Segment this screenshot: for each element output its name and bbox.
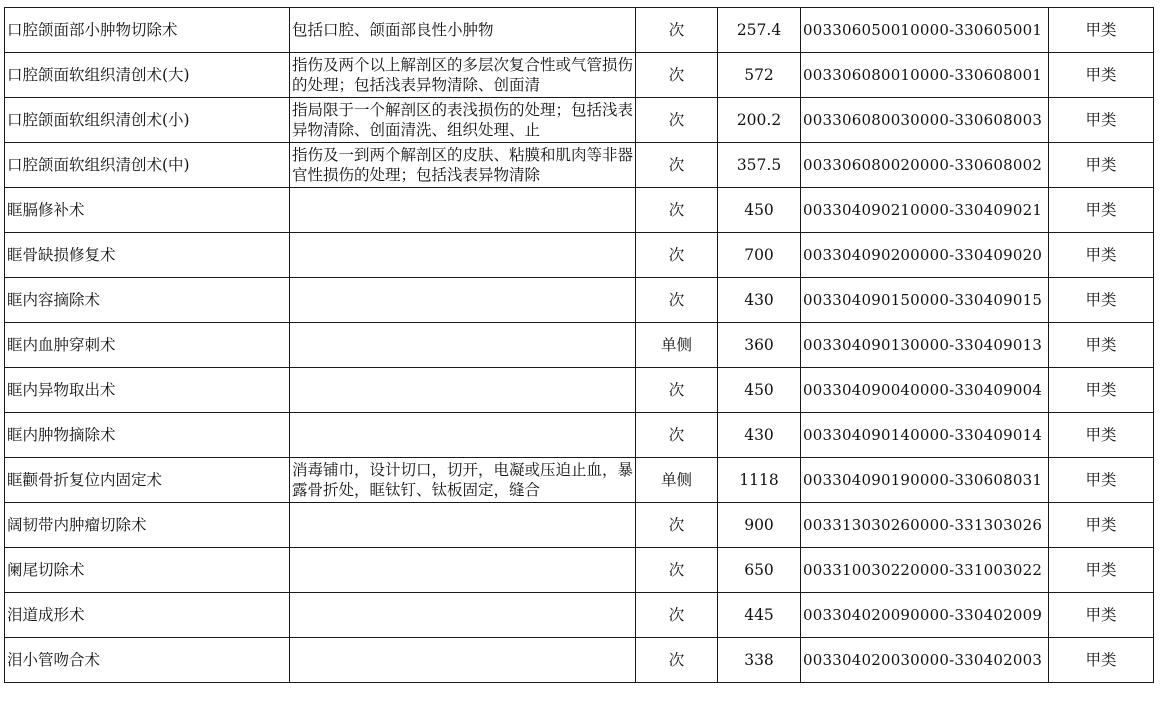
- table-row[interactable]: [5, 188, 1154, 233]
- procedure-code-cell[interactable]: 003304090210000-330409021: [801, 188, 1049, 233]
- procedure-description-cell[interactable]: [290, 143, 636, 188]
- insurance-category-cell[interactable]: 甲类: [1049, 593, 1154, 638]
- procedure-code-cell[interactable]: 003304090140000-330409014: [801, 413, 1049, 458]
- procedure-code-cell[interactable]: 003304090200000-330409020: [801, 233, 1049, 278]
- description-text: 包括口腔、颌面部良性小肿物: [292, 21, 494, 39]
- billing-unit-cell[interactable]: 次: [636, 638, 718, 683]
- price-cell[interactable]: 430: [718, 413, 801, 458]
- procedure-description-cell[interactable]: [290, 323, 636, 368]
- procedure-code-cell[interactable]: 003304020030000-330402003: [801, 638, 1049, 683]
- price-cell[interactable]: 700: [718, 233, 801, 278]
- table-row[interactable]: [5, 143, 1154, 188]
- billing-unit-cell[interactable]: 次: [636, 593, 718, 638]
- billing-unit-cell[interactable]: 次: [636, 413, 718, 458]
- procedure-description-cell[interactable]: [290, 638, 636, 683]
- table-row[interactable]: [5, 53, 1154, 98]
- insurance-category-cell[interactable]: 甲类: [1049, 458, 1154, 503]
- price-cell[interactable]: 450: [718, 368, 801, 413]
- insurance-category-cell[interactable]: 甲类: [1049, 413, 1154, 458]
- billing-unit-cell[interactable]: 单侧: [636, 323, 718, 368]
- table-row[interactable]: [5, 8, 1154, 53]
- procedure-description-cell[interactable]: [290, 53, 636, 98]
- procedure-name-cell[interactable]: 口腔颌面软组织清创术(小): [5, 98, 290, 143]
- procedure-code-cell[interactable]: 003306080030000-330608003: [801, 98, 1049, 143]
- table-row[interactable]: [5, 638, 1154, 683]
- billing-unit-cell[interactable]: 次: [636, 98, 718, 143]
- insurance-category-cell[interactable]: 甲类: [1049, 278, 1154, 323]
- procedure-name-cell[interactable]: 眶内异物取出术: [5, 368, 290, 413]
- procedure-name-cell[interactable]: 阔韧带内肿瘤切除术: [5, 503, 290, 548]
- price-cell[interactable]: 430: [718, 278, 801, 323]
- procedure-description-cell[interactable]: [290, 98, 636, 143]
- table-row[interactable]: [5, 278, 1154, 323]
- procedure-code-cell[interactable]: 003304090190000-330608031: [801, 458, 1049, 503]
- price-cell[interactable]: 900: [718, 503, 801, 548]
- billing-unit-cell[interactable]: 次: [636, 233, 718, 278]
- procedure-name-cell[interactable]: 眶膈修补术: [5, 188, 290, 233]
- medical-fee-table: [4, 7, 1154, 683]
- procedure-description-cell[interactable]: [290, 8, 636, 53]
- table-row[interactable]: [5, 368, 1154, 413]
- price-cell[interactable]: 257.4: [718, 8, 801, 53]
- procedure-code-cell[interactable]: 003306080020000-330608002: [801, 143, 1049, 188]
- billing-unit-cell[interactable]: 次: [636, 8, 718, 53]
- insurance-category-cell[interactable]: 甲类: [1049, 548, 1154, 593]
- insurance-category-cell[interactable]: 甲类: [1049, 143, 1154, 188]
- description-text: 指伤及两个以上解剖区的多层次复合性或气管损伤的处理；包括浅表异物清除、创面清: [292, 56, 633, 94]
- procedure-description-cell[interactable]: [290, 503, 636, 548]
- price-cell[interactable]: 650: [718, 548, 801, 593]
- procedure-code-cell[interactable]: 003306080010000-330608001: [801, 53, 1049, 98]
- price-cell[interactable]: 1118: [718, 458, 801, 503]
- billing-unit-cell[interactable]: 次: [636, 53, 718, 98]
- billing-unit-cell[interactable]: 次: [636, 548, 718, 593]
- insurance-category-cell[interactable]: 甲类: [1049, 53, 1154, 98]
- procedure-code-cell[interactable]: 003310030220000-331003022: [801, 548, 1049, 593]
- billing-unit-cell[interactable]: 次: [636, 143, 718, 188]
- table-row[interactable]: [5, 233, 1154, 278]
- price-cell[interactable]: 445: [718, 593, 801, 638]
- insurance-category-cell[interactable]: 甲类: [1049, 323, 1154, 368]
- billing-unit-cell[interactable]: 次: [636, 503, 718, 548]
- price-cell[interactable]: 450: [718, 188, 801, 233]
- insurance-category-cell[interactable]: 甲类: [1049, 188, 1154, 233]
- procedure-name-cell[interactable]: 眶内肿物摘除术: [5, 413, 290, 458]
- procedure-name-cell[interactable]: 口腔颌面软组织清创术(中): [5, 143, 290, 188]
- billing-unit-cell[interactable]: 次: [636, 368, 718, 413]
- billing-unit-cell[interactable]: 次: [636, 188, 718, 233]
- procedure-code-cell[interactable]: 003304090040000-330409004: [801, 368, 1049, 413]
- procedure-name-cell[interactable]: 口腔颌面软组织清创术(大): [5, 53, 290, 98]
- description-text: 消毒铺巾，设计切口，切开，电凝或压迫止血，暴露骨折处，眶钛钉、钛板固定，缝合: [292, 461, 633, 499]
- procedure-description-cell[interactable]: [290, 548, 636, 593]
- procedure-description-cell[interactable]: [290, 188, 636, 233]
- procedure-name-cell[interactable]: 眶颧骨折复位内固定术: [5, 458, 290, 503]
- price-cell[interactable]: 200.2: [718, 98, 801, 143]
- table-row[interactable]: [5, 458, 1154, 503]
- procedure-description-cell[interactable]: [290, 593, 636, 638]
- insurance-category-cell[interactable]: 甲类: [1049, 233, 1154, 278]
- procedure-name-cell[interactable]: 阑尾切除术: [5, 548, 290, 593]
- procedure-code-cell[interactable]: 003304090130000-330409013: [801, 323, 1049, 368]
- procedure-name-cell[interactable]: 口腔颌面部小肿物切除术: [5, 8, 290, 53]
- price-cell[interactable]: 338: [718, 638, 801, 683]
- price-cell[interactable]: 357.5: [718, 143, 801, 188]
- spreadsheet-table-container: [4, 7, 1154, 683]
- procedure-code-cell[interactable]: 003304020090000-330402009: [801, 593, 1049, 638]
- insurance-category-cell[interactable]: 甲类: [1049, 98, 1154, 143]
- description-text: 指局限于一个解剖区的表浅损伤的处理；包括浅表异物清除、创面清洗、组织处理、止: [292, 101, 633, 139]
- procedure-code-cell[interactable]: 003306050010000-330605001: [801, 8, 1049, 53]
- table-row[interactable]: [5, 413, 1154, 458]
- procedure-description-cell[interactable]: [290, 233, 636, 278]
- insurance-category-cell[interactable]: 甲类: [1049, 503, 1154, 548]
- procedure-description-cell[interactable]: [290, 458, 636, 503]
- table-row[interactable]: [5, 98, 1154, 143]
- insurance-category-cell[interactable]: 甲类: [1049, 638, 1154, 683]
- billing-unit-cell[interactable]: 单侧: [636, 458, 718, 503]
- procedure-name-cell[interactable]: 眶内血肿穿刺术: [5, 323, 290, 368]
- procedure-name-cell[interactable]: 眶内容摘除术: [5, 278, 290, 323]
- procedure-code-cell[interactable]: 003304090150000-330409015: [801, 278, 1049, 323]
- billing-unit-cell[interactable]: 次: [636, 278, 718, 323]
- description-text: 指伤及一到两个解剖区的皮肤、粘膜和肌肉等非器官性损伤的处理；包括浅表异物清除: [292, 146, 633, 184]
- table-row[interactable]: [5, 323, 1154, 368]
- procedure-name-cell[interactable]: 泪小管吻合术: [5, 638, 290, 683]
- procedure-code-cell[interactable]: 003313030260000-331303026: [801, 503, 1049, 548]
- procedure-name-cell[interactable]: 眶骨缺损修复术: [5, 233, 290, 278]
- table-row[interactable]: [5, 548, 1154, 593]
- procedure-description-cell[interactable]: [290, 413, 636, 458]
- table-row[interactable]: [5, 503, 1154, 548]
- table-body: [5, 8, 1154, 683]
- price-cell[interactable]: 572: [718, 53, 801, 98]
- procedure-description-cell[interactable]: [290, 368, 636, 413]
- insurance-category-cell[interactable]: 甲类: [1049, 368, 1154, 413]
- procedure-name-cell[interactable]: 泪道成形术: [5, 593, 290, 638]
- procedure-description-cell[interactable]: [290, 278, 636, 323]
- insurance-category-cell[interactable]: 甲类: [1049, 8, 1154, 53]
- price-cell[interactable]: 360: [718, 323, 801, 368]
- table-row[interactable]: [5, 593, 1154, 638]
